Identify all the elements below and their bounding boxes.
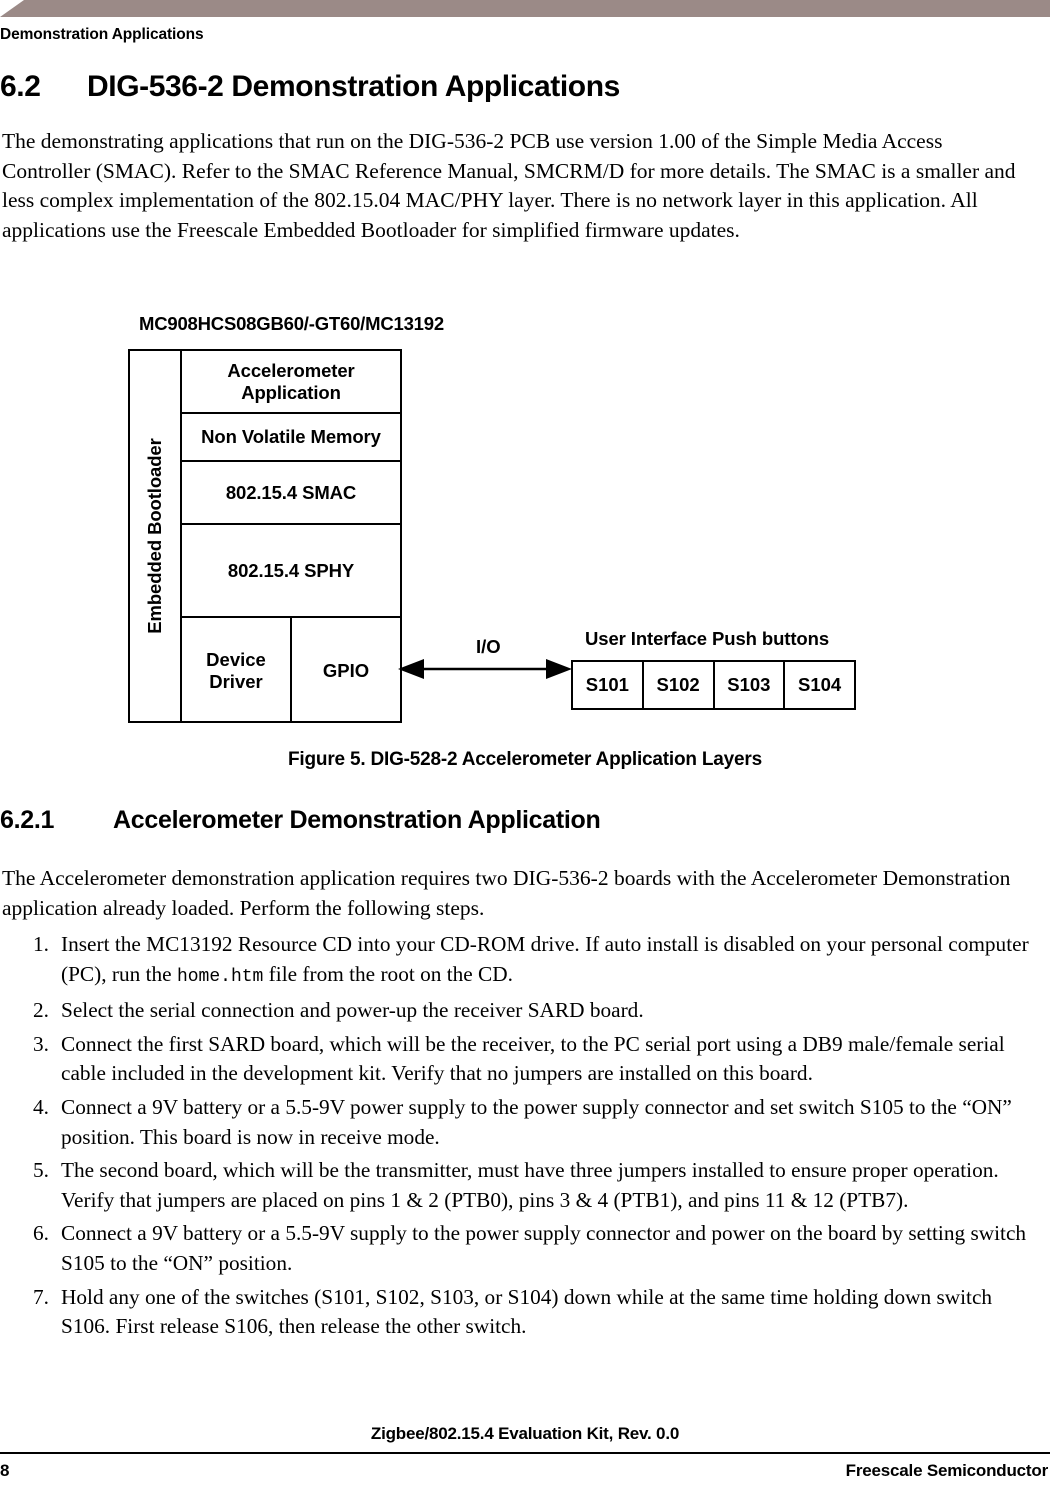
subsection-intro-paragraph: The Accelerometer demonstration application requires two DIG-536-2 boards with the Accelerometer Demonstration application already loaded. Perform the following steps. [2,866,1011,920]
io-double-arrow-icon [396,658,574,680]
list-item [0,1283,1046,1342]
cell-device-driver: Device Driver [182,618,292,723]
section-intro-paragraph: The demonstrating applications that run on the DIG-536-2 PCB use version 1.00 of the Simple Media Access Controller (SMAC). Refer to the SMAC Reference Manual, SMCRM/D for more details. The SMAC is a smaller and less complex implementation of the 802.15.04 MAC/PHY layer. There is no network layer in this application. All applications use the Freescale Embedded Bootloader for simplified firmware updates. [2,129,1016,242]
layer-device-driver-gpio [182,618,400,723]
list-item-text: Insert the MC13192 Resource CD into your CD-ROM drive. If auto install is disabled on your personal computer (PC), run the [61,932,1029,986]
subsection-title: Accelerometer Demonstration Application [113,806,601,834]
figure-chip-title: MC908HCS08GB60/-GT60/MC13192 [139,313,444,334]
list-item-text: Connect a 9V battery or a 5.5-9V power supply to the power supply connector and set switch S105 to the “ON” position. This board is now in receive mode. [61,1094,1012,1149]
list-item-text: Hold any one of the switches (S101, S102, S103, or S104) down while at the same time holding down switch S106. First release S106, then release the other switch. [61,1284,993,1339]
footer-company-name: Freescale Semiconductor [845,1461,1048,1480]
pushbuttons-box [571,660,856,710]
list-item-marker: 6. [33,1221,49,1246]
cell-gpio: GPIO [322,659,370,681]
header-decoration-bar [0,0,1050,17]
subsection-heading [0,806,600,835]
figure-5 [0,300,1050,780]
footer-divider [0,1452,1050,1454]
list-item [0,1219,1046,1278]
io-label: I/O [476,636,501,657]
embedded-bootloader-label: Embedded Bootloader [144,438,165,634]
layer-802-15-4-smac: 802.15.4 SMAC [182,462,400,525]
subsection-number: 6.2.1 [0,806,55,834]
section-number: 6.2 [0,70,41,103]
list-item-marker: 7. [33,1284,49,1309]
pushbutton-s102: S102 [644,662,715,708]
list-item-text: Select the serial connection and power-up the receiver SARD board. [61,998,644,1023]
pushbutton-s103: S103 [715,662,786,708]
stack-layers [182,351,400,721]
list-item-marker: 1. [33,932,49,956]
section-heading [0,70,620,104]
list-item-code: home.htm [176,966,264,987]
list-item-text-tail: file from the root on the CD. [263,961,513,986]
list-item-text: Connect a 9V battery or a 5.5-9V supply to the power supply connector and power on the board by setting switch S105 to the “ON” position. [61,1221,1027,1275]
procedure-step-list [0,930,1046,1346]
running-head: Demonstration Applications [0,26,204,43]
layer-accelerometer-application: Accelerometer Application [182,351,400,414]
list-item-text: Connect the first SARD board, which will be the receiver, to the PC serial port using a DB9 male/female serial cable included in the development kit. Verify that no jumpers are installed on this board. [61,1031,1005,1086]
embedded-bootloader-column [130,351,182,721]
pushbuttons-title: User Interface Push buttons [585,628,830,649]
section-title: DIG-536-2 Demonstration Applications [87,70,620,103]
list-item-marker: 3. [33,1031,49,1056]
protocol-stack-diagram [128,349,402,723]
list-item-marker: 2. [33,998,49,1023]
footer-page-number: 8 [0,1461,10,1480]
pushbutton-s104: S104 [798,674,842,695]
layer-802-15-4-sphy: 802.15.4 SPHY [182,525,400,618]
figure-caption: Figure 5. DIG-528-2 Accelerometer Application Layers [288,749,762,770]
list-item [0,1093,1046,1152]
list-item-text: The second board, which will be the transmitter, must have three jumpers installed to ensure proper operation. Verify that jumpers are placed on pins 1 & 2 (PTB0), pins 3 & 4 (PTB1), and pins 11 & 12 (PTB7). [61,1158,999,1212]
list-item [0,930,1046,992]
list-item [0,1156,1046,1215]
pushbutton-s101: S101 [573,662,644,708]
list-item-marker: 5. [33,1158,49,1183]
list-item [0,1030,1046,1089]
layer-non-volatile-memory: Non Volatile Memory [182,414,400,462]
list-item [0,996,1046,1026]
footer-document-title: Zigbee/802.15.4 Evaluation Kit, Rev. 0.0 [370,1424,680,1443]
list-item-marker: 4. [33,1094,49,1119]
